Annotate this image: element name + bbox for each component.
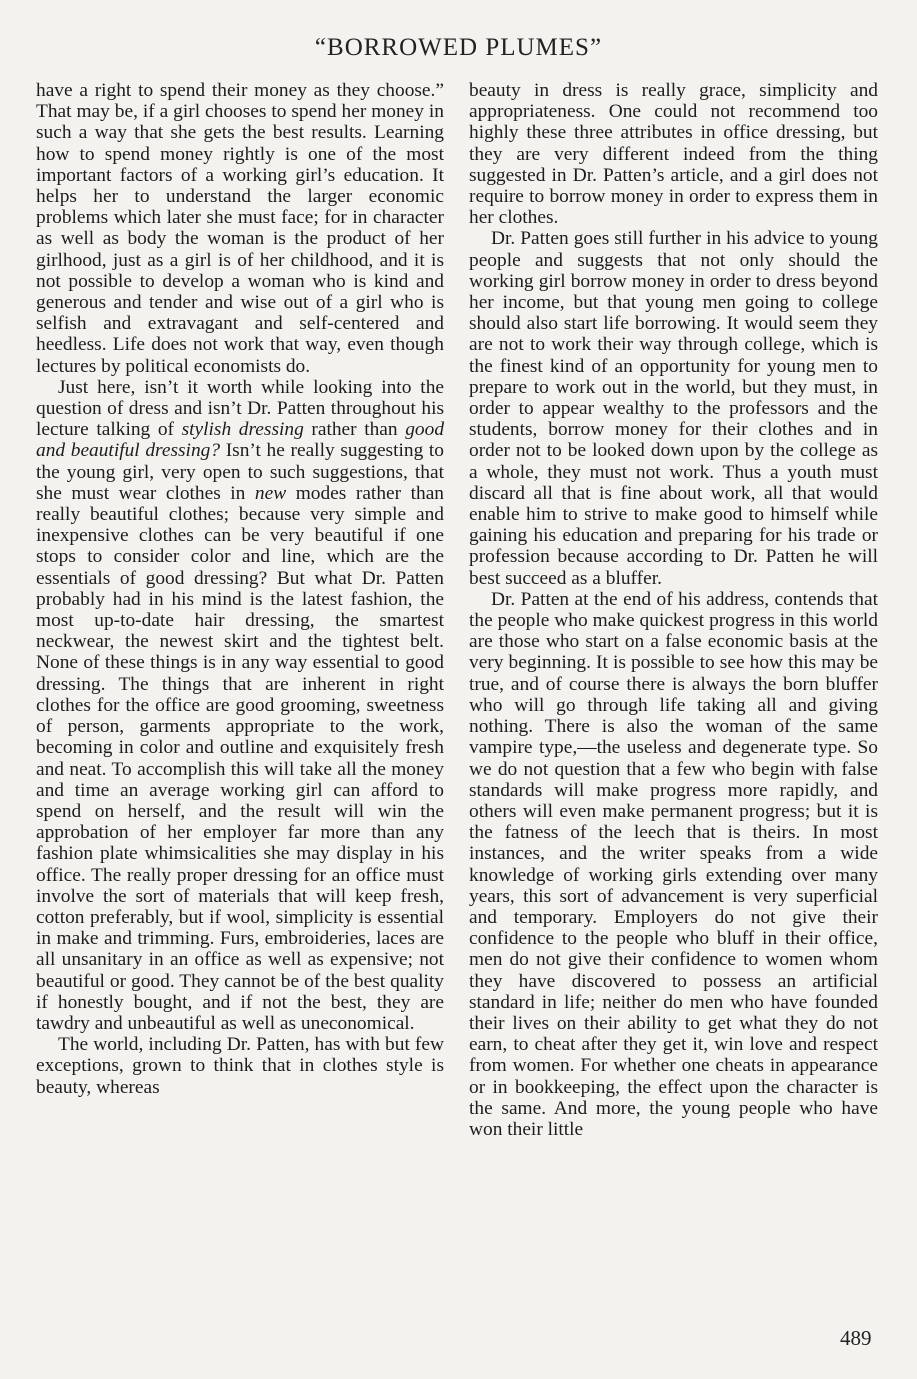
italic-text: new xyxy=(254,482,287,504)
text-span: Just here, isn’t it worth while looking into the question of dress and isn’t Dr. Patten throughout his lecture talking of xyxy=(36,376,444,441)
italic-text: good and beautiful dressing? xyxy=(36,419,445,462)
paragraph: Dr. Patten goes still further in his advice to young people and suggests that not only should the working girl borrow money in order to dress beyond her income, but that young men going to college should also start life borrowing. It would seem they are not to work their way through college, which is the finest kind of an opportunity for young men to prepare to work out in the world, but they must, in order to appear wealthy to the professors and the students, borrow money for their clothes and in order not to be looked down upon by the college as a whole, they must not work. Thus a youth must discard all that is fine about work, all that would enable him to strive to make good to himself while gaining his education and preparing for his trade or profession because according to Dr. Patten he will best succeed as a bluffer. xyxy=(469,228,878,589)
left-column xyxy=(36,80,444,1098)
text-span: modes rather than really beautiful clothes; because very simple and inexpensive clothes can be very beautiful if one stops to consider color and line, which are the essentials of good dressing? But what Dr. Patten probably had in his mind is the latest fashion, the most up-to-date hair dressing, the smartest neckwear, the newest skirt and the tightest belt. None of these things is in any way essential to good dressing. The things that are inherent in right clothes for the office are good grooming, sweetness of person, garments appropriate to the work, becoming in color and outline and exquisitely fresh and neat. To accomplish this will take all the money and time an average working girl can afford to spend on herself, and the result will win the approbation of her employer far more than any fashion plate whimsicalities she may display in his office. The really proper dressing for an office must involve the sort of materials that will keep fresh, cotton preferably, but if wool, simplicity is essential in make and trimming. Furs, embroideries, laces are all unsanitary in an office as well as expensive; not beautiful or good. They cannot be of the best quality if honestly bought, and if not the best, they are tawdry and unbeautiful as well as uneconomical. xyxy=(36,482,444,1034)
paragraph xyxy=(36,377,444,1034)
paragraph: have a right to spend their money as they choose.” That may be, if a girl chooses to spend her money in such a way that she gets the best results. Learning how to spend money rightly is one of the most important factors of a working girl’s education. It helps her to understand the larger economic problems which later she must face; for in character as well as body the woman is the product of her girlhood, just as a girl is of her childhood, and it is not possible to develop a woman who is kind and generous and tender and wise out of a girl who is selfish and extravagant and self-centered and heedless. Life does not work that way, even though lectures by political economists do. xyxy=(36,80,444,377)
paragraph: Dr. Patten at the end of his address, contends that the people who make quickest progress in this world are those who start on a false economic basis at the very beginning. It is possible to see how this may be true, and of course there is always the born bluffer who will go through life taking all and giving nothing. There is also the woman of the same vampire type,—the useless and degenerate type. So we do not question that a few who begin with false standards will make progress more rapidly, and others will even make permanent progress; but it is the fatness of the leech that is theirs. In most instances, and the writer speaks from a wide knowledge of working girls extending over many years, this sort of advancement is very superficial and temporary. Employers do not give their confidence to the people who bluff in their office, men do not give their confidence to women whom they have discovered to possess an artificial standard in life; neither do men who have founded their lives on their ability to get what they do not earn, to cheat after they get it, win love and respect from women. For whether one cheats in appearance or in bookkeeping, the effect upon the character is the same. And more, the young people who have won their little xyxy=(469,588,878,1140)
paragraph: beauty in dress is really grace, simplicity and appropriateness. One could not recommend too highly these three attributes in office dressing, but they are very different indeed from the thing suggested in Dr. Patten’s article, and a girl does not require to borrow money in order to express them in her clothes. xyxy=(469,80,878,229)
italic-text: stylish dressing xyxy=(181,419,304,441)
text-span: Isn’t he really suggesting to the young girl, very open to such suggestions, that she must wear clothes in xyxy=(36,440,445,504)
page-title: “BORROWED PLUMES” xyxy=(314,34,603,61)
text-span: rather than xyxy=(303,419,406,441)
paragraph: The world, including Dr. Patten, has with but few exceptions, grown to think that in clothes style is beauty, whereas xyxy=(36,1034,444,1098)
page-number: 489 xyxy=(840,1326,872,1350)
right-column xyxy=(469,80,878,1140)
